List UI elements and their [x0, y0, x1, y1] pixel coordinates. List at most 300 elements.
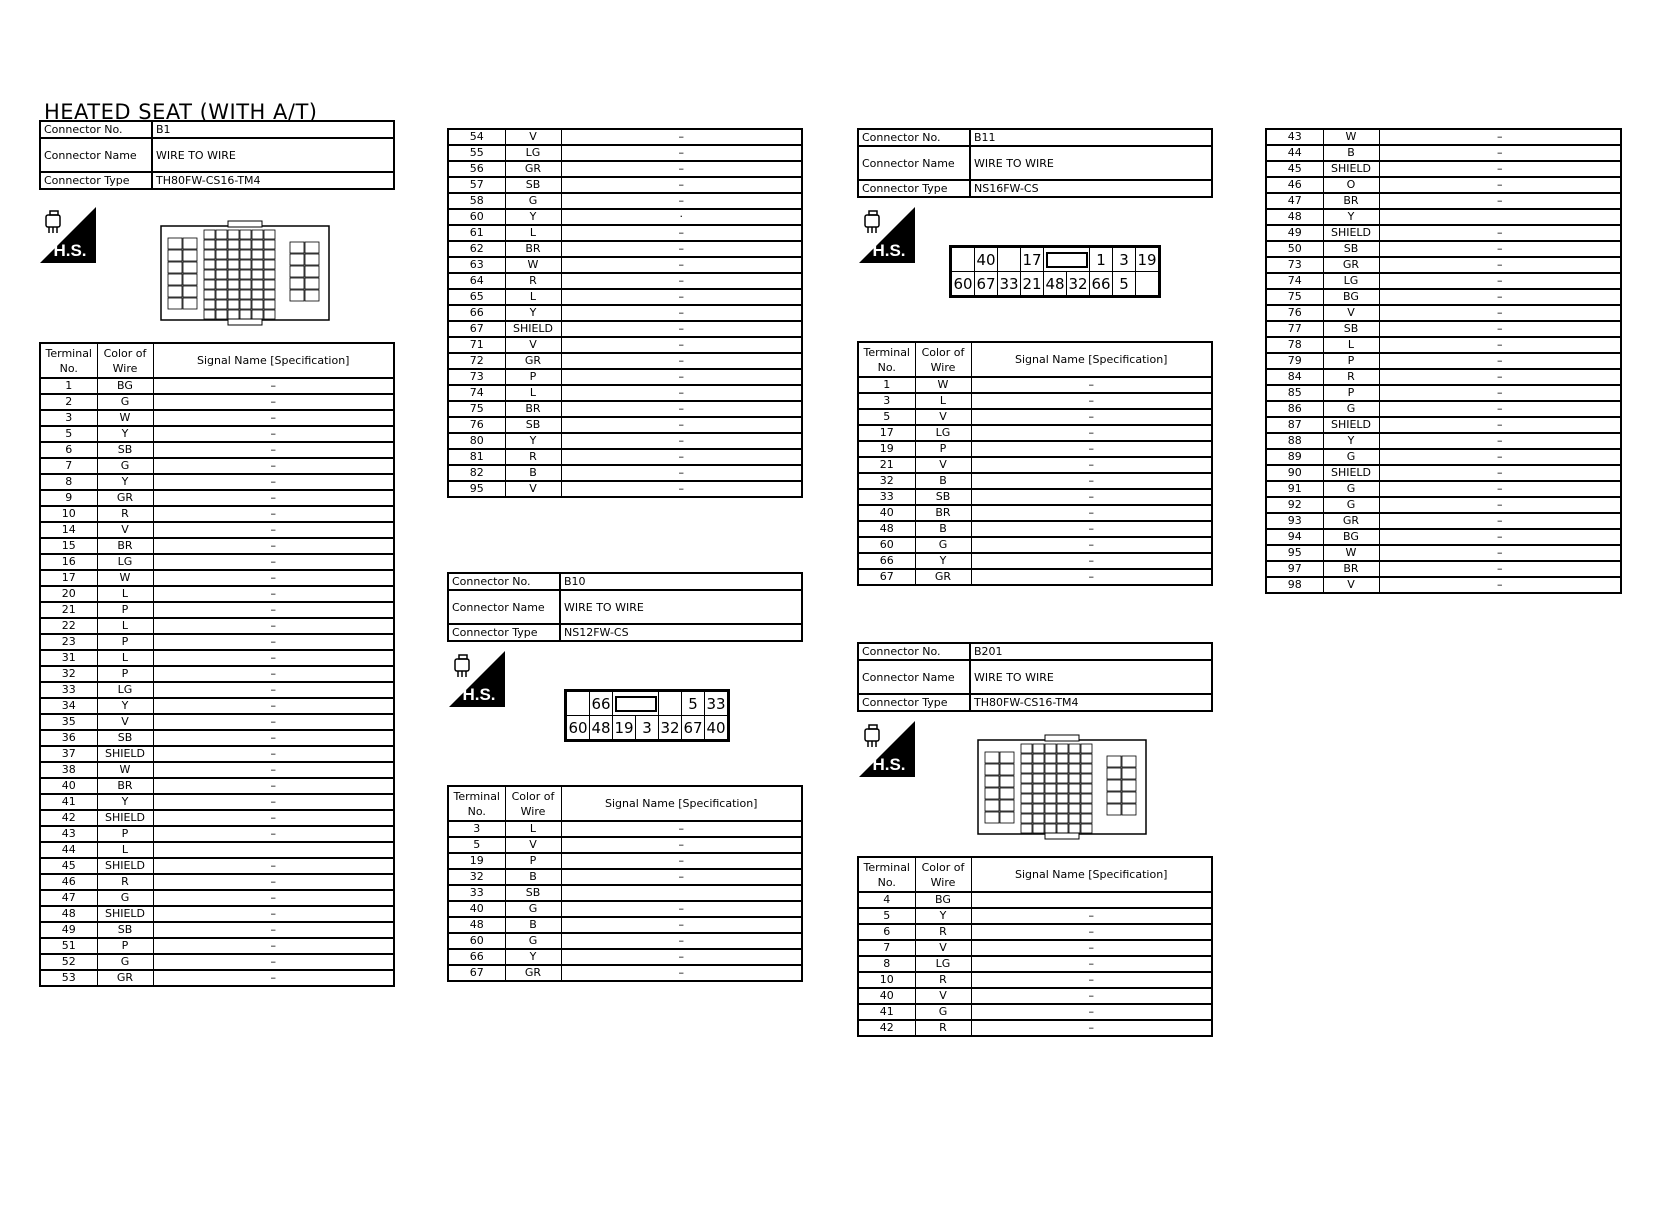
signal-name-cell: –: [971, 505, 1212, 521]
terminal-no-cell: 73: [448, 369, 505, 385]
signal-name-cell: –: [561, 401, 802, 417]
table-row: [448, 129, 802, 145]
terminal-no-cell: 58: [448, 193, 505, 209]
terminal-no-cell: 79: [1266, 353, 1323, 369]
table-row: [40, 522, 394, 538]
harness-side-label: H.S.: [872, 755, 906, 774]
terminal-no-cell: 9: [40, 490, 97, 506]
table-row: [1266, 241, 1621, 257]
wire-color-cell: BR: [1323, 193, 1379, 209]
table-row: [448, 821, 802, 837]
table-row: [40, 746, 394, 762]
terminal-no-cell: 6: [40, 442, 97, 458]
signal-name-cell: –: [1379, 465, 1621, 481]
terminal-no-cell: 22: [40, 618, 97, 634]
terminal-no-cell: 44: [1266, 145, 1323, 161]
signal-name-cell: –: [153, 762, 394, 778]
table-row: [40, 410, 394, 426]
terminal-no-cell: 2: [40, 394, 97, 410]
connector-b10-pin-diagram: [564, 689, 730, 742]
terminal-no-cell: 48: [1266, 209, 1323, 225]
wire-color-cell: R: [1323, 369, 1379, 385]
wire-color-cell: L: [505, 225, 561, 241]
harness-side-label: H.S.: [872, 241, 906, 260]
terminal-no-cell: 76: [1266, 305, 1323, 321]
wire-color-cell: G: [97, 458, 153, 474]
connector-name-value: WIRE TO WIRE: [970, 146, 1212, 180]
table-row: [1266, 561, 1621, 577]
signal-name-cell: –: [153, 682, 394, 698]
wire-color-cell: P: [505, 853, 561, 869]
wire-color-cell: L: [97, 618, 153, 634]
terminal-no-cell: 43: [1266, 129, 1323, 145]
signal-name-cell: –: [971, 924, 1212, 940]
terminal-no-cell: 23: [40, 634, 97, 650]
terminal-no-cell: 32: [448, 869, 505, 885]
color-of-wire-header: Color of Wire: [505, 786, 561, 821]
table-row: [40, 538, 394, 554]
table-row: [40, 698, 394, 714]
signal-name-cell: –: [1379, 353, 1621, 369]
wire-color-cell: SHIELD: [1323, 161, 1379, 177]
signal-name-cell: –: [971, 409, 1212, 425]
harness-side-icon: [449, 651, 505, 707]
wire-color-cell: B: [505, 465, 561, 481]
table-row: [1266, 145, 1621, 161]
connector-no-label: Connector No.: [858, 643, 970, 660]
table-row: [858, 553, 1212, 569]
signal-name-cell: –: [1379, 129, 1621, 145]
terminal-no-header: Terminal No.: [40, 343, 97, 378]
signal-name-cell: –: [153, 570, 394, 586]
table-row: [448, 209, 802, 225]
table-row: [1266, 129, 1621, 145]
connector-type-value: NS16FW-CS: [970, 180, 1212, 197]
wire-color-cell: Y: [97, 698, 153, 714]
table-row: [448, 305, 802, 321]
signal-name-cell: –: [1379, 161, 1621, 177]
terminal-no-cell: 48: [858, 521, 915, 537]
connector-name-label: Connector Name: [448, 590, 560, 624]
table-row: [40, 842, 394, 858]
connector-pin: 66: [1090, 272, 1113, 296]
signal-name-cell: –: [153, 490, 394, 506]
signal-name-cell: –: [153, 666, 394, 682]
harness-side-label: H.S.: [462, 685, 496, 704]
terminal-no-cell: 34: [40, 698, 97, 714]
terminal-no-cell: 19: [448, 853, 505, 869]
table-row: [448, 337, 802, 353]
signal-name-cell: –: [561, 433, 802, 449]
signal-name-cell: –: [561, 465, 802, 481]
terminal-no-cell: 42: [858, 1020, 915, 1036]
terminal-no-cell: 61: [448, 225, 505, 241]
color-of-wire-header: Color of Wire: [915, 342, 971, 377]
table-row: [40, 794, 394, 810]
signal-name-cell: –: [153, 602, 394, 618]
table-row: [40, 762, 394, 778]
wire-color-cell: W: [505, 257, 561, 273]
connector-name-label: Connector Name: [40, 138, 152, 172]
table-row: [40, 378, 394, 394]
table-row: [1266, 353, 1621, 369]
terminal-no-cell: 65: [448, 289, 505, 305]
terminal-no-cell: 3: [448, 821, 505, 837]
connector-pin: [659, 692, 682, 716]
signal-name-cell: –: [153, 970, 394, 986]
terminal-no-cell: 41: [40, 794, 97, 810]
terminal-no-cell: 46: [40, 874, 97, 890]
table-row: [1266, 465, 1621, 481]
signal-name-cell: –: [1379, 177, 1621, 193]
table-row: [40, 570, 394, 586]
wire-color-cell: SB: [505, 177, 561, 193]
table-row: [40, 730, 394, 746]
connector-name-value: WIRE TO WIRE: [970, 660, 1212, 694]
wire-color-cell: BG: [97, 378, 153, 394]
table-row: [858, 377, 1212, 393]
wire-color-cell: BR: [97, 778, 153, 794]
terminal-no-cell: 89: [1266, 449, 1323, 465]
terminal-no-cell: 42: [40, 810, 97, 826]
wire-color-cell: Y: [97, 794, 153, 810]
locking-tab: [1046, 252, 1088, 268]
signal-name-cell: –: [153, 618, 394, 634]
signal-name-cell: –: [153, 554, 394, 570]
table-row: [448, 465, 802, 481]
signal-name-cell: –: [561, 917, 802, 933]
terminal-no-cell: 1: [858, 377, 915, 393]
wire-color-cell: R: [915, 924, 971, 940]
signal-name-cell: –: [153, 778, 394, 794]
signal-name-cell: –: [561, 289, 802, 305]
signal-name-cell: –: [971, 441, 1212, 457]
table-row: [448, 949, 802, 965]
terminal-no-cell: 67: [858, 569, 915, 585]
connector-b201-header: [857, 642, 1213, 712]
wire-color-cell: G: [97, 954, 153, 970]
terminal-no-cell: 3: [40, 410, 97, 426]
wire-color-cell: B: [1323, 145, 1379, 161]
connector-pin: 48: [1044, 272, 1067, 296]
signal-name-cell: –: [561, 901, 802, 917]
signal-name-cell: –: [153, 410, 394, 426]
wire-color-cell: B: [915, 521, 971, 537]
signal-name-cell: –: [971, 521, 1212, 537]
table-row: [40, 506, 394, 522]
signal-name-cell: –: [561, 933, 802, 949]
table-row: [448, 385, 802, 401]
signal-name-cell: –: [153, 938, 394, 954]
table-row: [858, 956, 1212, 972]
wire-color-cell: Y: [505, 209, 561, 225]
signal-name-cell: –: [1379, 241, 1621, 257]
terminal-no-cell: 7: [858, 940, 915, 956]
terminal-no-cell: 32: [858, 473, 915, 489]
terminal-no-cell: 48: [448, 917, 505, 933]
table-row: [40, 426, 394, 442]
terminal-no-cell: 74: [1266, 273, 1323, 289]
terminal-no-cell: 63: [448, 257, 505, 273]
terminal-no-cell: 49: [40, 922, 97, 938]
signal-name-cell: –: [1379, 385, 1621, 401]
signal-name-cell: –: [153, 394, 394, 410]
terminal-no-cell: 5: [448, 837, 505, 853]
table-row: [1266, 417, 1621, 433]
harness-side-icon: [40, 207, 96, 263]
terminal-no-cell: 49: [1266, 225, 1323, 241]
table-row: [40, 394, 394, 410]
table-row: [1266, 193, 1621, 209]
connector-pin: 17: [1021, 248, 1044, 272]
table-row: [858, 908, 1212, 924]
terminal-no-cell: 19: [858, 441, 915, 457]
wire-color-cell: P: [505, 369, 561, 385]
table-row: [40, 634, 394, 650]
table-row: [40, 490, 394, 506]
table-row: [858, 409, 1212, 425]
wire-color-cell: W: [97, 762, 153, 778]
signal-name-cell: –: [561, 869, 802, 885]
signal-name-cell: –: [153, 906, 394, 922]
table-row: [858, 924, 1212, 940]
table-row: [1266, 337, 1621, 353]
terminal-no-cell: 33: [448, 885, 505, 901]
wire-color-cell: SHIELD: [505, 321, 561, 337]
signal-name-cell: –: [1379, 513, 1621, 529]
terminal-no-cell: 66: [448, 305, 505, 321]
table-row: [1266, 369, 1621, 385]
terminal-no-cell: 33: [858, 489, 915, 505]
connector-pin: 5: [1113, 272, 1136, 296]
connector-b11-header: [857, 128, 1213, 198]
signal-name-cell: –: [1379, 305, 1621, 321]
signal-name-cell: –: [153, 442, 394, 458]
wire-color-cell: R: [97, 506, 153, 522]
wire-color-cell: Y: [97, 474, 153, 490]
table-row: [40, 874, 394, 890]
wire-color-cell: V: [505, 837, 561, 853]
wire-color-cell: V: [1323, 305, 1379, 321]
terminal-table-b10: [447, 785, 803, 982]
table-row: [858, 988, 1212, 1004]
connector-type-value: TH80FW-CS16-TM4: [152, 172, 394, 189]
wire-color-cell: V: [915, 457, 971, 473]
connector-no-value: B10: [560, 573, 802, 590]
wire-color-cell: GR: [1323, 513, 1379, 529]
wire-color-cell: B: [915, 473, 971, 489]
table-row: [40, 778, 394, 794]
table-row: [448, 901, 802, 917]
terminal-no-cell: 5: [858, 908, 915, 924]
wire-color-cell: G: [1323, 497, 1379, 513]
table-row: [40, 954, 394, 970]
signal-name-cell: –: [561, 417, 802, 433]
terminal-no-header: Terminal No.: [858, 857, 915, 892]
wire-color-cell: BR: [505, 241, 561, 257]
wire-color-cell: SHIELD: [97, 810, 153, 826]
signal-name-header: Signal Name [Specification]: [153, 343, 394, 378]
terminal-no-cell: 47: [1266, 193, 1323, 209]
signal-name-cell: –: [561, 193, 802, 209]
connector-no-value: B1: [152, 121, 394, 138]
signal-name-cell: –: [153, 538, 394, 554]
signal-name-cell: –: [561, 145, 802, 161]
terminal-table-b201-a: [857, 856, 1213, 1037]
table-row: [858, 972, 1212, 988]
signal-name-cell: –: [1379, 497, 1621, 513]
table-row: [40, 586, 394, 602]
connector-pin: 48: [590, 716, 613, 740]
terminal-no-cell: 31: [40, 650, 97, 666]
signal-name-cell: –: [1379, 193, 1621, 209]
signal-name-cell: –: [561, 853, 802, 869]
signal-name-cell: –: [153, 826, 394, 842]
connector-pin: 19: [1136, 248, 1159, 272]
terminal-no-cell: 98: [1266, 577, 1323, 593]
signal-name-cell: –: [971, 988, 1212, 1004]
table-row: [448, 161, 802, 177]
terminal-no-cell: 87: [1266, 417, 1323, 433]
signal-name-cell: –: [1379, 401, 1621, 417]
connector-pin: 40: [975, 248, 998, 272]
wire-color-cell: SHIELD: [1323, 417, 1379, 433]
terminal-no-cell: 95: [1266, 545, 1323, 561]
connector-pin: 60: [952, 272, 975, 296]
connector-name-value: WIRE TO WIRE: [560, 590, 802, 624]
table-row: [40, 938, 394, 954]
table-row: [448, 401, 802, 417]
connector-no-label: Connector No.: [448, 573, 560, 590]
table-row: [1266, 385, 1621, 401]
terminal-no-cell: 3: [858, 393, 915, 409]
terminal-no-cell: 60: [448, 933, 505, 949]
signal-name-cell: –: [561, 449, 802, 465]
terminal-no-cell: 56: [448, 161, 505, 177]
connector-pin: 67: [975, 272, 998, 296]
wire-color-cell: LG: [97, 682, 153, 698]
terminal-no-header: Terminal No.: [448, 786, 505, 821]
signal-name-cell: –: [561, 273, 802, 289]
table-row: [858, 569, 1212, 585]
wire-color-cell: SB: [915, 489, 971, 505]
connector-pin: 1: [1090, 248, 1113, 272]
terminal-no-cell: 60: [448, 209, 505, 225]
wire-color-cell: GR: [915, 569, 971, 585]
wire-color-cell: G: [505, 901, 561, 917]
connector-pin: [952, 248, 975, 272]
table-row: [1266, 529, 1621, 545]
connector-type-label: Connector Type: [858, 694, 970, 711]
wire-color-cell: R: [505, 449, 561, 465]
signal-name-cell: –: [1379, 417, 1621, 433]
table-row: [40, 890, 394, 906]
table-row: [448, 225, 802, 241]
wire-color-cell: P: [1323, 353, 1379, 369]
signal-name-cell: –: [153, 426, 394, 442]
table-row: [448, 885, 802, 901]
terminal-no-cell: 57: [448, 177, 505, 193]
terminal-no-cell: 78: [1266, 337, 1323, 353]
connector-pin: [567, 692, 590, 716]
terminal-no-cell: 44: [40, 842, 97, 858]
wire-color-cell: Y: [505, 305, 561, 321]
wire-color-cell: W: [97, 570, 153, 586]
signal-name-cell: –: [1379, 449, 1621, 465]
terminal-no-cell: 8: [858, 956, 915, 972]
terminal-no-cell: 72: [448, 353, 505, 369]
connector-no-value: B201: [970, 643, 1212, 660]
wire-color-cell: Y: [915, 908, 971, 924]
terminal-no-cell: 7: [40, 458, 97, 474]
table-row: [858, 892, 1212, 908]
signal-name-cell: –: [1379, 257, 1621, 273]
terminal-no-cell: 94: [1266, 529, 1323, 545]
signal-name-cell: –: [153, 794, 394, 810]
signal-name-cell: –: [561, 949, 802, 965]
connector-pin: 21: [1021, 272, 1044, 296]
wire-color-cell: LG: [915, 956, 971, 972]
signal-name-cell: –: [561, 241, 802, 257]
signal-name-cell: –: [971, 972, 1212, 988]
connector-pin: 3: [1113, 248, 1136, 272]
table-row: [1266, 305, 1621, 321]
signal-name-cell: –: [561, 257, 802, 273]
table-row: [858, 1020, 1212, 1036]
wire-color-cell: BG: [1323, 529, 1379, 545]
signal-name-cell: –: [153, 378, 394, 394]
terminal-no-cell: 17: [858, 425, 915, 441]
wire-color-cell: P: [97, 938, 153, 954]
wire-color-cell: Y: [505, 433, 561, 449]
signal-name-cell: –: [153, 858, 394, 874]
signal-name-cell: ·: [561, 209, 802, 225]
table-row: [1266, 401, 1621, 417]
table-row: [1266, 273, 1621, 289]
terminal-no-cell: 77: [1266, 321, 1323, 337]
wire-color-cell: L: [97, 650, 153, 666]
signal-name-cell: –: [1379, 561, 1621, 577]
terminal-no-cell: 16: [40, 554, 97, 570]
wire-color-cell: G: [1323, 449, 1379, 465]
terminal-no-cell: 86: [1266, 401, 1323, 417]
table-row: [448, 837, 802, 853]
table-row: [40, 554, 394, 570]
terminal-no-cell: 33: [40, 682, 97, 698]
terminal-no-cell: 14: [40, 522, 97, 538]
signal-name-cell: –: [561, 821, 802, 837]
table-row: [1266, 225, 1621, 241]
terminal-no-cell: 40: [858, 505, 915, 521]
wire-color-cell: P: [1323, 385, 1379, 401]
wire-color-cell: SHIELD: [97, 906, 153, 922]
wire-color-cell: W: [1323, 129, 1379, 145]
color-of-wire-header: Color of Wire: [915, 857, 971, 892]
table-row: [1266, 513, 1621, 529]
signal-name-cell: –: [153, 730, 394, 746]
connector-pin: 40: [705, 716, 728, 740]
terminal-no-cell: 64: [448, 273, 505, 289]
wire-color-cell: GR: [1323, 257, 1379, 273]
connector-no-label: Connector No.: [858, 129, 970, 146]
terminal-no-cell: 21: [40, 602, 97, 618]
wire-color-cell: G: [505, 933, 561, 949]
wire-color-cell: P: [97, 826, 153, 842]
signal-name-cell: –: [561, 161, 802, 177]
wire-color-cell: LG: [915, 425, 971, 441]
signal-name-cell: –: [153, 714, 394, 730]
terminal-no-cell: 15: [40, 538, 97, 554]
